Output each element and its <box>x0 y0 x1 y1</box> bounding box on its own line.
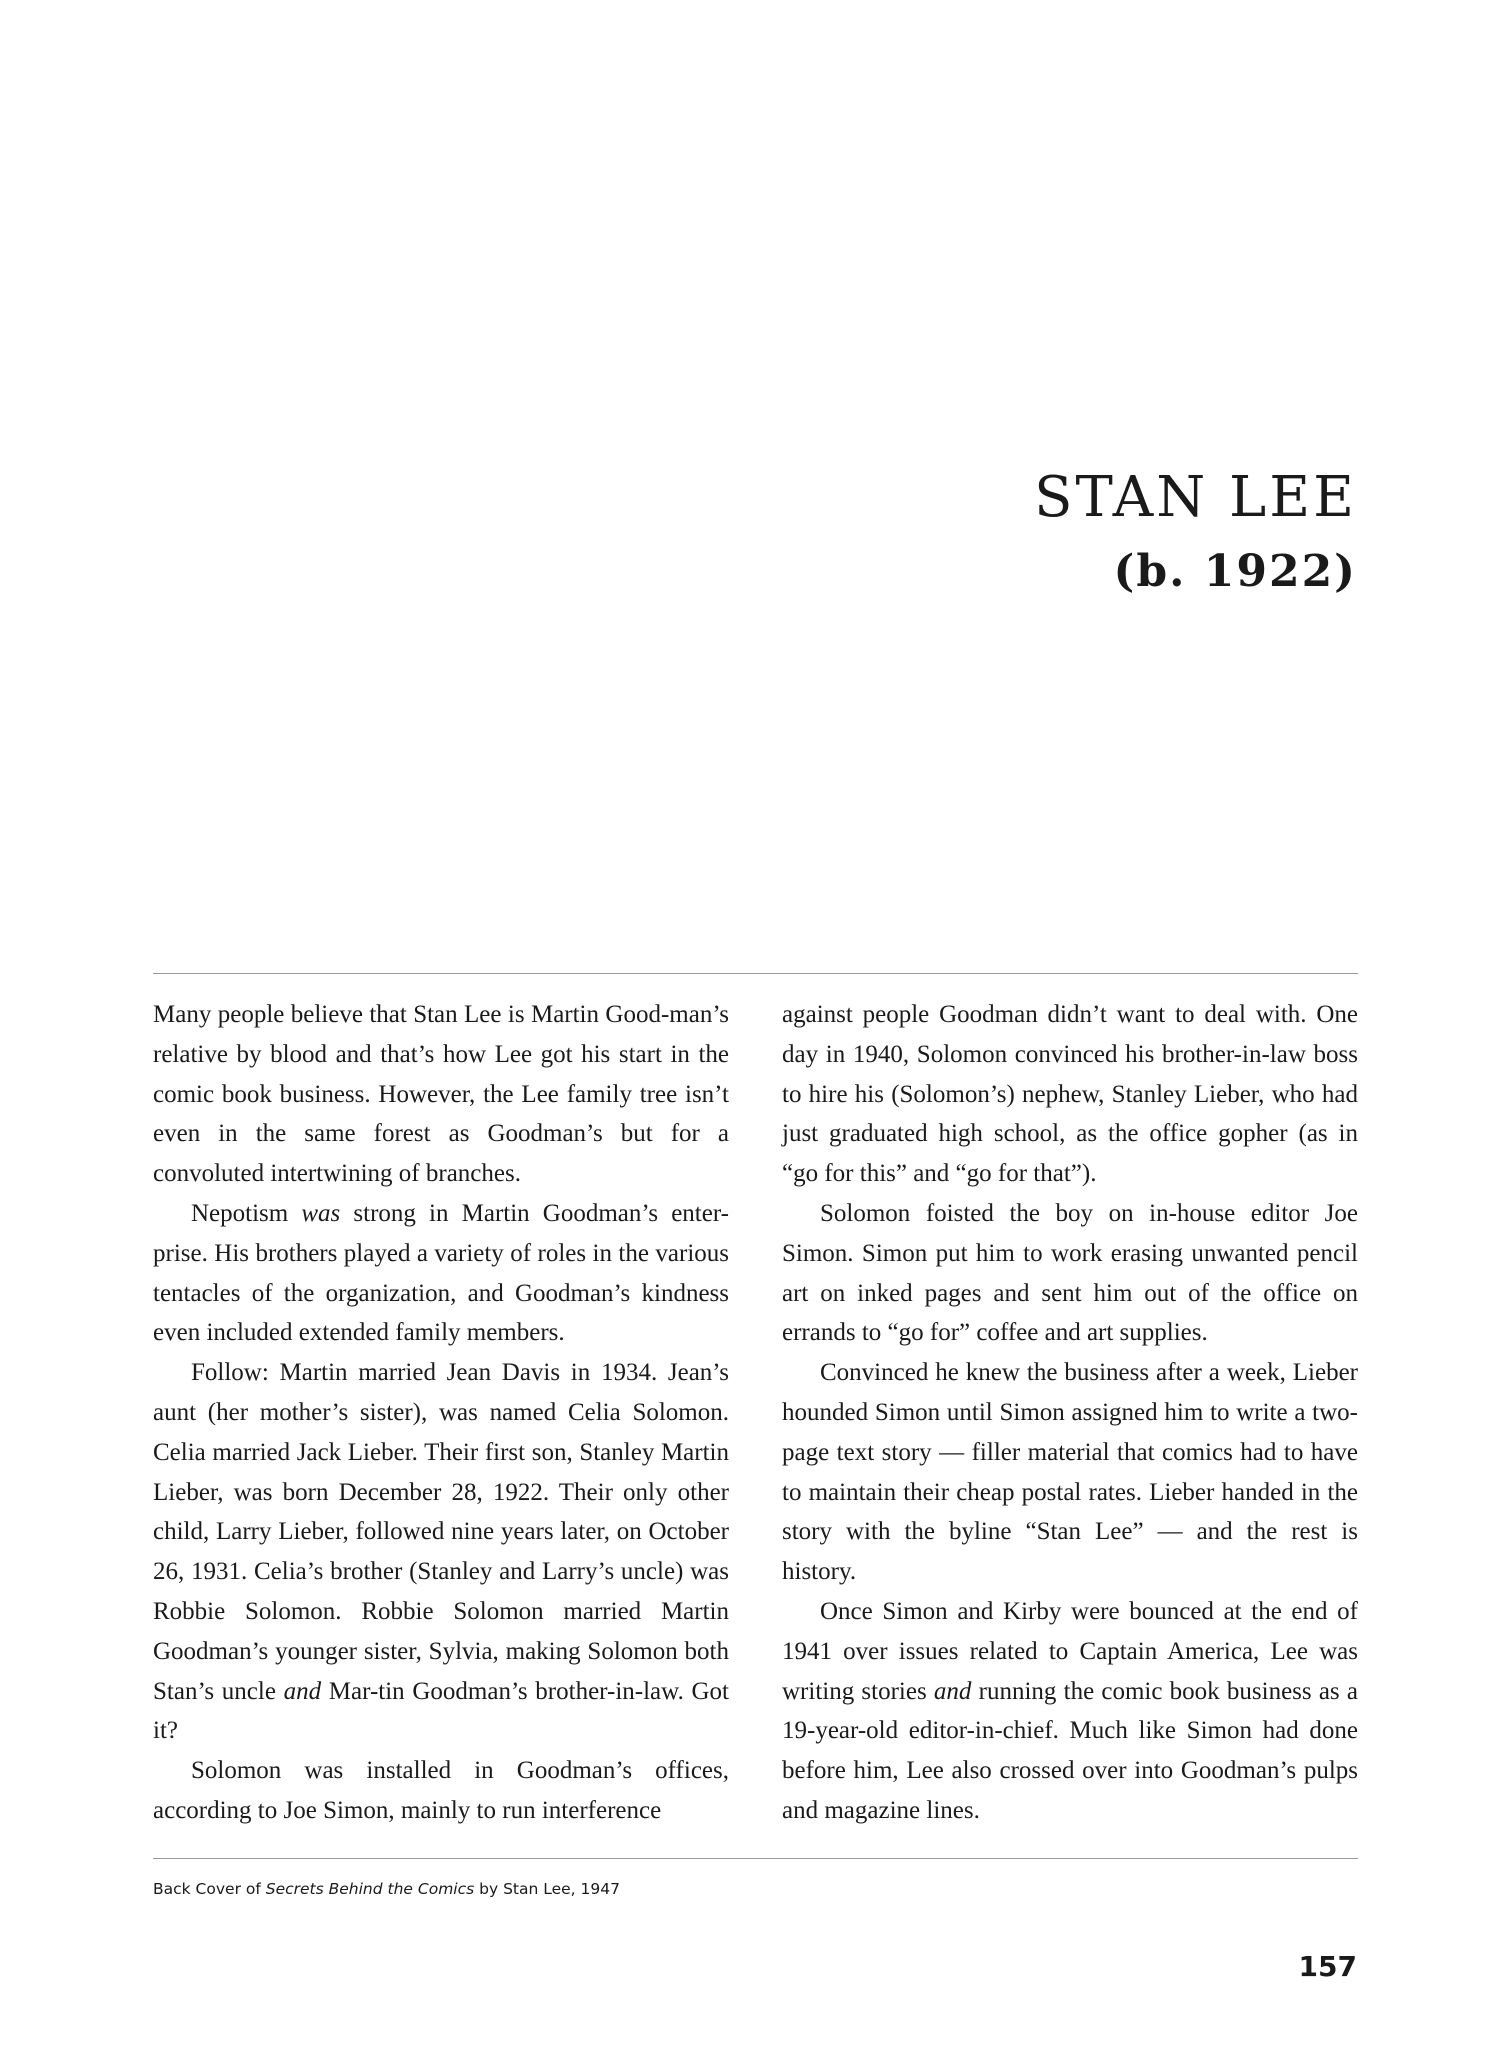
paragraph: Convinced he knew the business after a week, Lieber hounded Simon until Simon assigned him to write a two-page text story — filler material that comics had to have to maintain their cheap postal rates. Lieber handed in the story with the byline “Stan Lee” — and the rest is history. <box>782 1359 1358 1586</box>
paragraph: Many people believe that Stan Lee is Martin Good-man’s relative by blood and that’s how Lee got his start in the comic book business. However, the Lee family tree isn’t even in the same forest as Goodman’s but for a convoluted intertwining of branches. <box>153 1001 729 1188</box>
emphasis: and <box>933 1677 972 1705</box>
paragraph: against people Goodman didn’t want to deal with. One day in 1940, Solomon convinced his brother-in-law boss to hire his (Solomon’s) nephew, Stanley Lieber, who had just graduated high school, as the office gopher (as in “go for this” and “go for that”). <box>782 1001 1358 1188</box>
figure-caption: Back Cover of Secrets Behind the Comics by Stan Lee, 1947 <box>153 1880 620 1898</box>
left-column <box>153 995 729 1835</box>
bottom-divider <box>153 1858 1358 1859</box>
chapter-heading <box>1034 465 1357 597</box>
paragraph: Nepotism was strong in Martin Goodman’s enter-prise. His brothers played a variety of roles in the various tentacles of the organization, and Goodman’s kindness even included extended family members. <box>153 1199 730 1347</box>
page-number: 157 <box>1298 1950 1357 1983</box>
paragraph: Solomon was installed in Goodman’s offices, according to Joe Simon, mainly to run interference <box>153 1757 729 1824</box>
paragraph: Follow: Martin married Jean Davis in 1934. Jean’s aunt (her mother’s sister), was named Celia Solomon. Celia married Jack Lieber. Their first son, Stanley Martin Lieber, was born December 28, 1922. Their only other child, Larry Lieber, followed nine years later, on October 26, 1931. Celia’s brother (Stanley and Larry’s uncle) was Robbie Solomon. Robbie Solomon married Martin Goodman’s younger sister, Sylvia, making Solomon both Stan’s uncle and Mar-tin Goodman’s brother-in-law. Got it? <box>153 1359 729 1745</box>
body-text <box>153 995 1358 1835</box>
caption-book-title: Secrets Behind the Comics <box>265 1880 475 1898</box>
chapter-subtitle: (b. 1922) <box>1113 546 1357 597</box>
right-column <box>782 995 1358 1835</box>
chapter-title: STAN LEE <box>1034 465 1357 530</box>
paragraph: Once Simon and Kirby were bounced at the end of 1941 over issues related to Captain America, Lee was writing stories and running the comic book business as a 19-year-old editor-in-chief. Much like Simon had done before him, Lee also crossed over into Goodman’s pulps and magazine lines. <box>782 1597 1358 1824</box>
emphasis: and <box>283 1677 322 1705</box>
top-divider <box>153 973 1358 974</box>
emphasis: was <box>301 1199 341 1227</box>
paragraph: Solomon foisted the boy on in-house editor Joe Simon. Simon put him to work erasing unwanted pencil art on inked pages and sent him out of the office on errands to “go for” coffee and art supplies. <box>782 1199 1358 1347</box>
